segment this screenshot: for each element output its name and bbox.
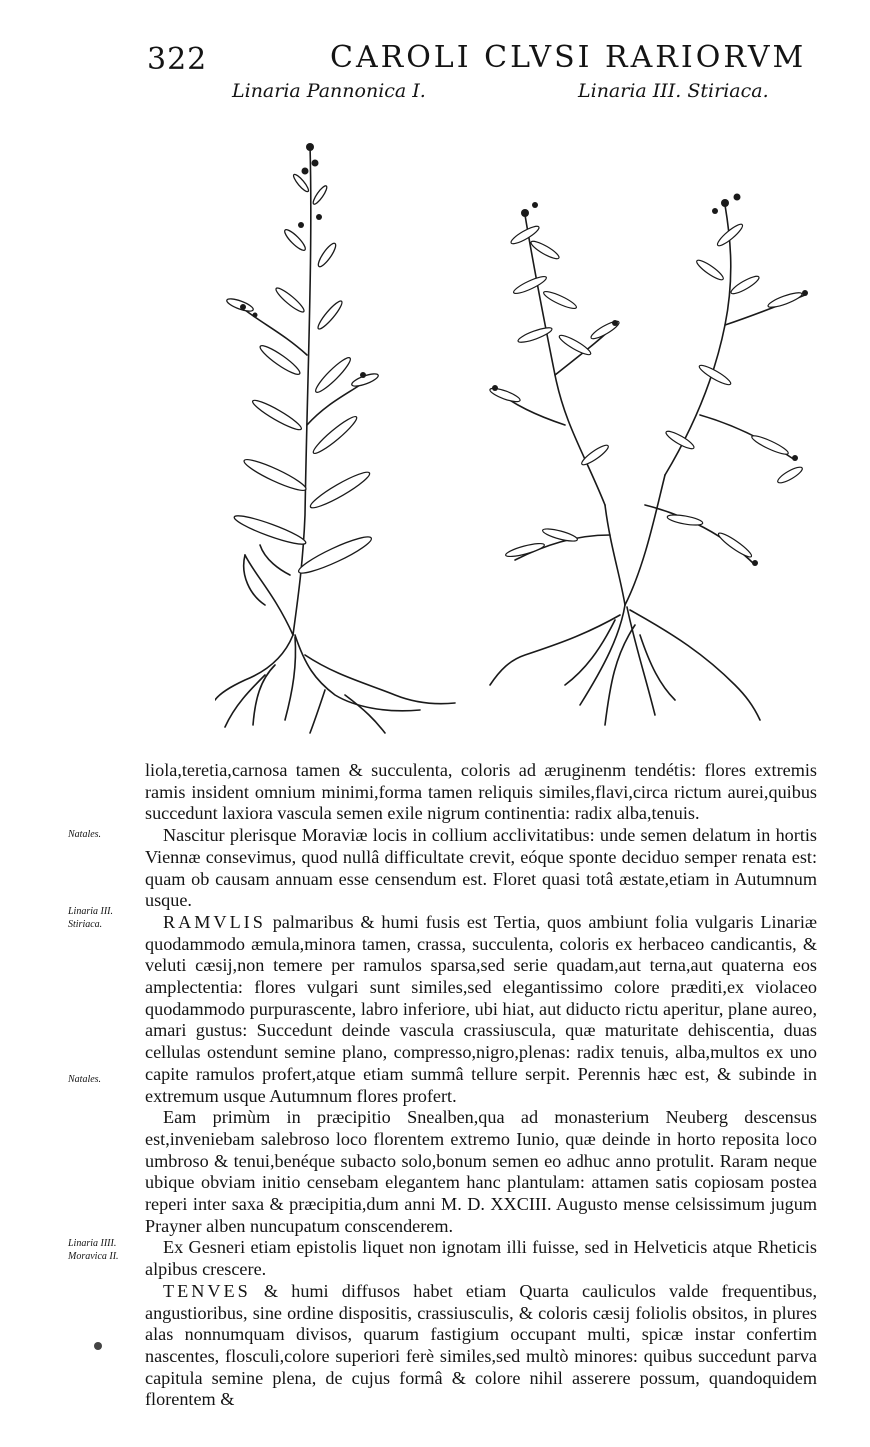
paragraph-1: liola,teretia,carnosa tamen & succulenta, coloris ad æruginenm tendétis: flores extremis ramis insident omnium minimi,forma tamen reliquis similes,flavi,circa rictum aurei,quibus succedunt laxiora vascula semen exile nigrum continentia: radix alba,tenuis. <box>145 760 817 824</box>
illustration-linaria-pannonica <box>215 135 475 735</box>
paragraph-3 <box>145 912 817 1107</box>
margin-note-linaria-4: Linaria IIII. Moravica II. <box>68 1238 119 1262</box>
margin-note-natales-1: Natales. <box>68 829 102 840</box>
margin-note-natales-2: Natales. <box>68 1074 102 1085</box>
margin-note-linaria-3: Linaria III. Stiriaca. <box>68 906 113 930</box>
page-number: 322 <box>147 42 208 77</box>
paragraph-5: Ex Gesneri etiam epistolis liquet non ignotam illi fuisse, sed in Helveticis atque Rheticis alpibus crescere. <box>145 1237 817 1280</box>
paragraph-3-lead: RAMVLIS <box>163 911 266 932</box>
paragraph-3-text: palmaribus & humi fusis est Tertia, quos ambiunt folia vulgaris Linariæ quodammodo æmula,minora tamen, crassa, succulenta, coloris ex herbaceo candicantis, & veluti cæsij,non temere per ramulos sparsa,sed serie quadam,aut terna,aut quaterna eos amplectentia: flores vulgari sunt similes,sed elegantissimo colore præditi,ex violaceo quodammodo purpurascente, labro inferiore, ubi hiat, aut diducto rictu aperitur, plane aureo, amari gustus: Succedunt deinde vascula crassiuscula, quæ maturitate dehiscentia, duas cellulas ostendunt semine plano, compresso,nigro,plenas: radix tenuis, alba,multos ex uno capite ramulos profert,atque etiam summâ tellure serpit. Perennis hæc est, & subinde in extremum usque Autumnum flores profert. <box>145 911 817 1106</box>
ink-speck <box>94 1342 102 1350</box>
caption-linaria-pannonica: Linaria Pannonica I. <box>232 80 426 102</box>
caption-linaria-stiriaca: Linaria III. Stiriaca. <box>578 80 769 102</box>
body-text <box>145 760 817 1411</box>
paragraph-6 <box>145 1281 817 1411</box>
paragraph-6-text: & humi diffusos habet etiam Quarta cauliculos valde frequentibus, angustioribus, sine ordine dispositis, crassiusculis, & coloris cæsij foliolis obsitos, in plures alas nonnumquam divisos, quarum fastigium occupant multi, spicæ instar confertim nascentes, flosculi,colore superiori ferè similes,sed multò minores: quibus succedunt parva capitula semine plena, de cujus formâ & colore nihil asserere possum, quandoquidem florentem & <box>145 1280 817 1410</box>
paragraph-6-lead: TENVES <box>163 1280 251 1301</box>
running-head: CAROLI CLVSI RARIORVM <box>330 40 807 75</box>
paragraph-2: Nascitur plerisque Moraviæ locis in collium acclivitatibus: unde semen delatum in hortis Viennæ consevimus, quod nullâ difficultate crevit, eóque sponte deciduo semper renata est: quam ob causam annuam esse censendum est. Floret quasi totâ æstate,etiam in Autumnum usque. <box>145 825 817 911</box>
illustration-linaria-stiriaca <box>485 175 820 735</box>
paragraph-4: Eam primùm in præcipitio Snealben,qua ad monasterium Neuberg descensus est,inveniebam salebroso loco florentem extremo Iunio, quæ deinde in horto reposita loco umbroso & tenui,benéque subacto solo,bonum semen eo adhuc anno protulit. Raram neque ubique obviam initio censebam elegantem hanc plantulam: attamen satis copiosam postea reperi inter saxa & præcipitia,dum anni M. D. XXCIII. Augusto mense celsissimum jugum Prayner alben nuncupatum conscenderem. <box>145 1107 817 1236</box>
